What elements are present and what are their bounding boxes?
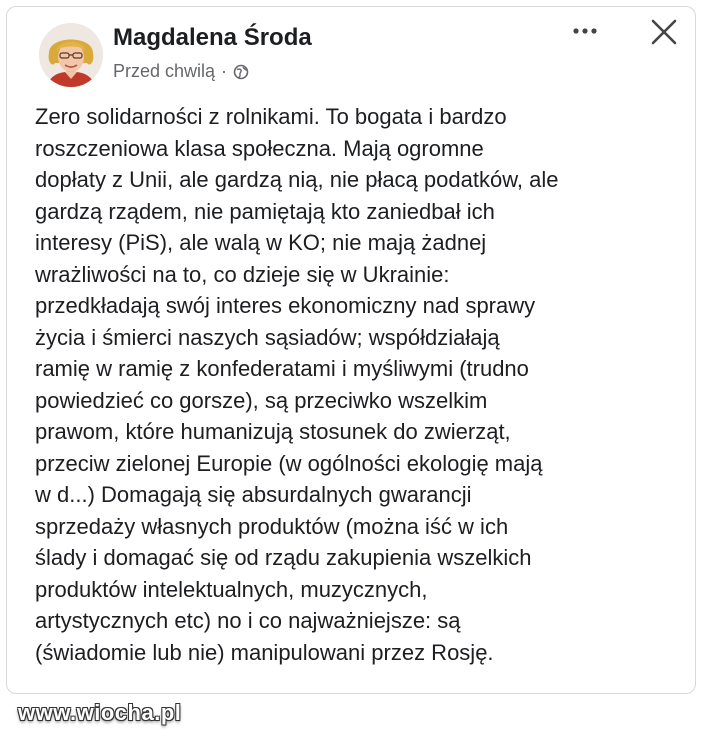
close-icon[interactable]	[647, 15, 681, 49]
more-horizontal-icon[interactable]	[567, 17, 603, 45]
avatar[interactable]	[39, 23, 103, 87]
post-body-text: Zero solidarności z rolnikami. To bogata i bardzo roszczeniowa klasa społeczna. Mają ogromne dopłaty z Unii, ale gardzą nią, nie płacą podatków, ale gardzą rządem, nie pamiętają kto zaniedbał ich interesy (PiS), ale walą w KO; nie mają żadnej wrażliwości na to, co dzieje się w Ukrainie: przedkładają swój interes ekonomiczny nad sprawy życia i śmierci naszych sąsiadów; współdziałają ramię w ramię z konfederatami i myśliwymi (trudno powiedzieć co gorsze), są przeciwko wszelkim prawom, które humanizują stosunek do zwierząt, przeciw zielonej Europie (w ogólności ekologię mają w d...) Domagają się absurdalnych gwarancji sprzedaży własnych produktów (można iść w ich ślady i domagać się od rządu zakupienia wszelkich produktów intelektualnych, muzycznych, artystycznych etc) no i co najważniejsze: są (świadomie lub nie) manipulowani przez Rosję.	[35, 104, 559, 665]
post-card	[6, 6, 696, 694]
meta-separator: ·	[221, 61, 228, 81]
globe-icon	[233, 64, 249, 80]
post-meta	[113, 61, 249, 82]
watermark: www.wiocha.pl	[18, 700, 182, 725]
post-header	[7, 7, 695, 97]
avatar-image	[39, 23, 103, 87]
post-timestamp[interactable]: Przed chwilą	[113, 61, 216, 81]
author-name[interactable]: Magdalena Środa	[113, 24, 312, 51]
